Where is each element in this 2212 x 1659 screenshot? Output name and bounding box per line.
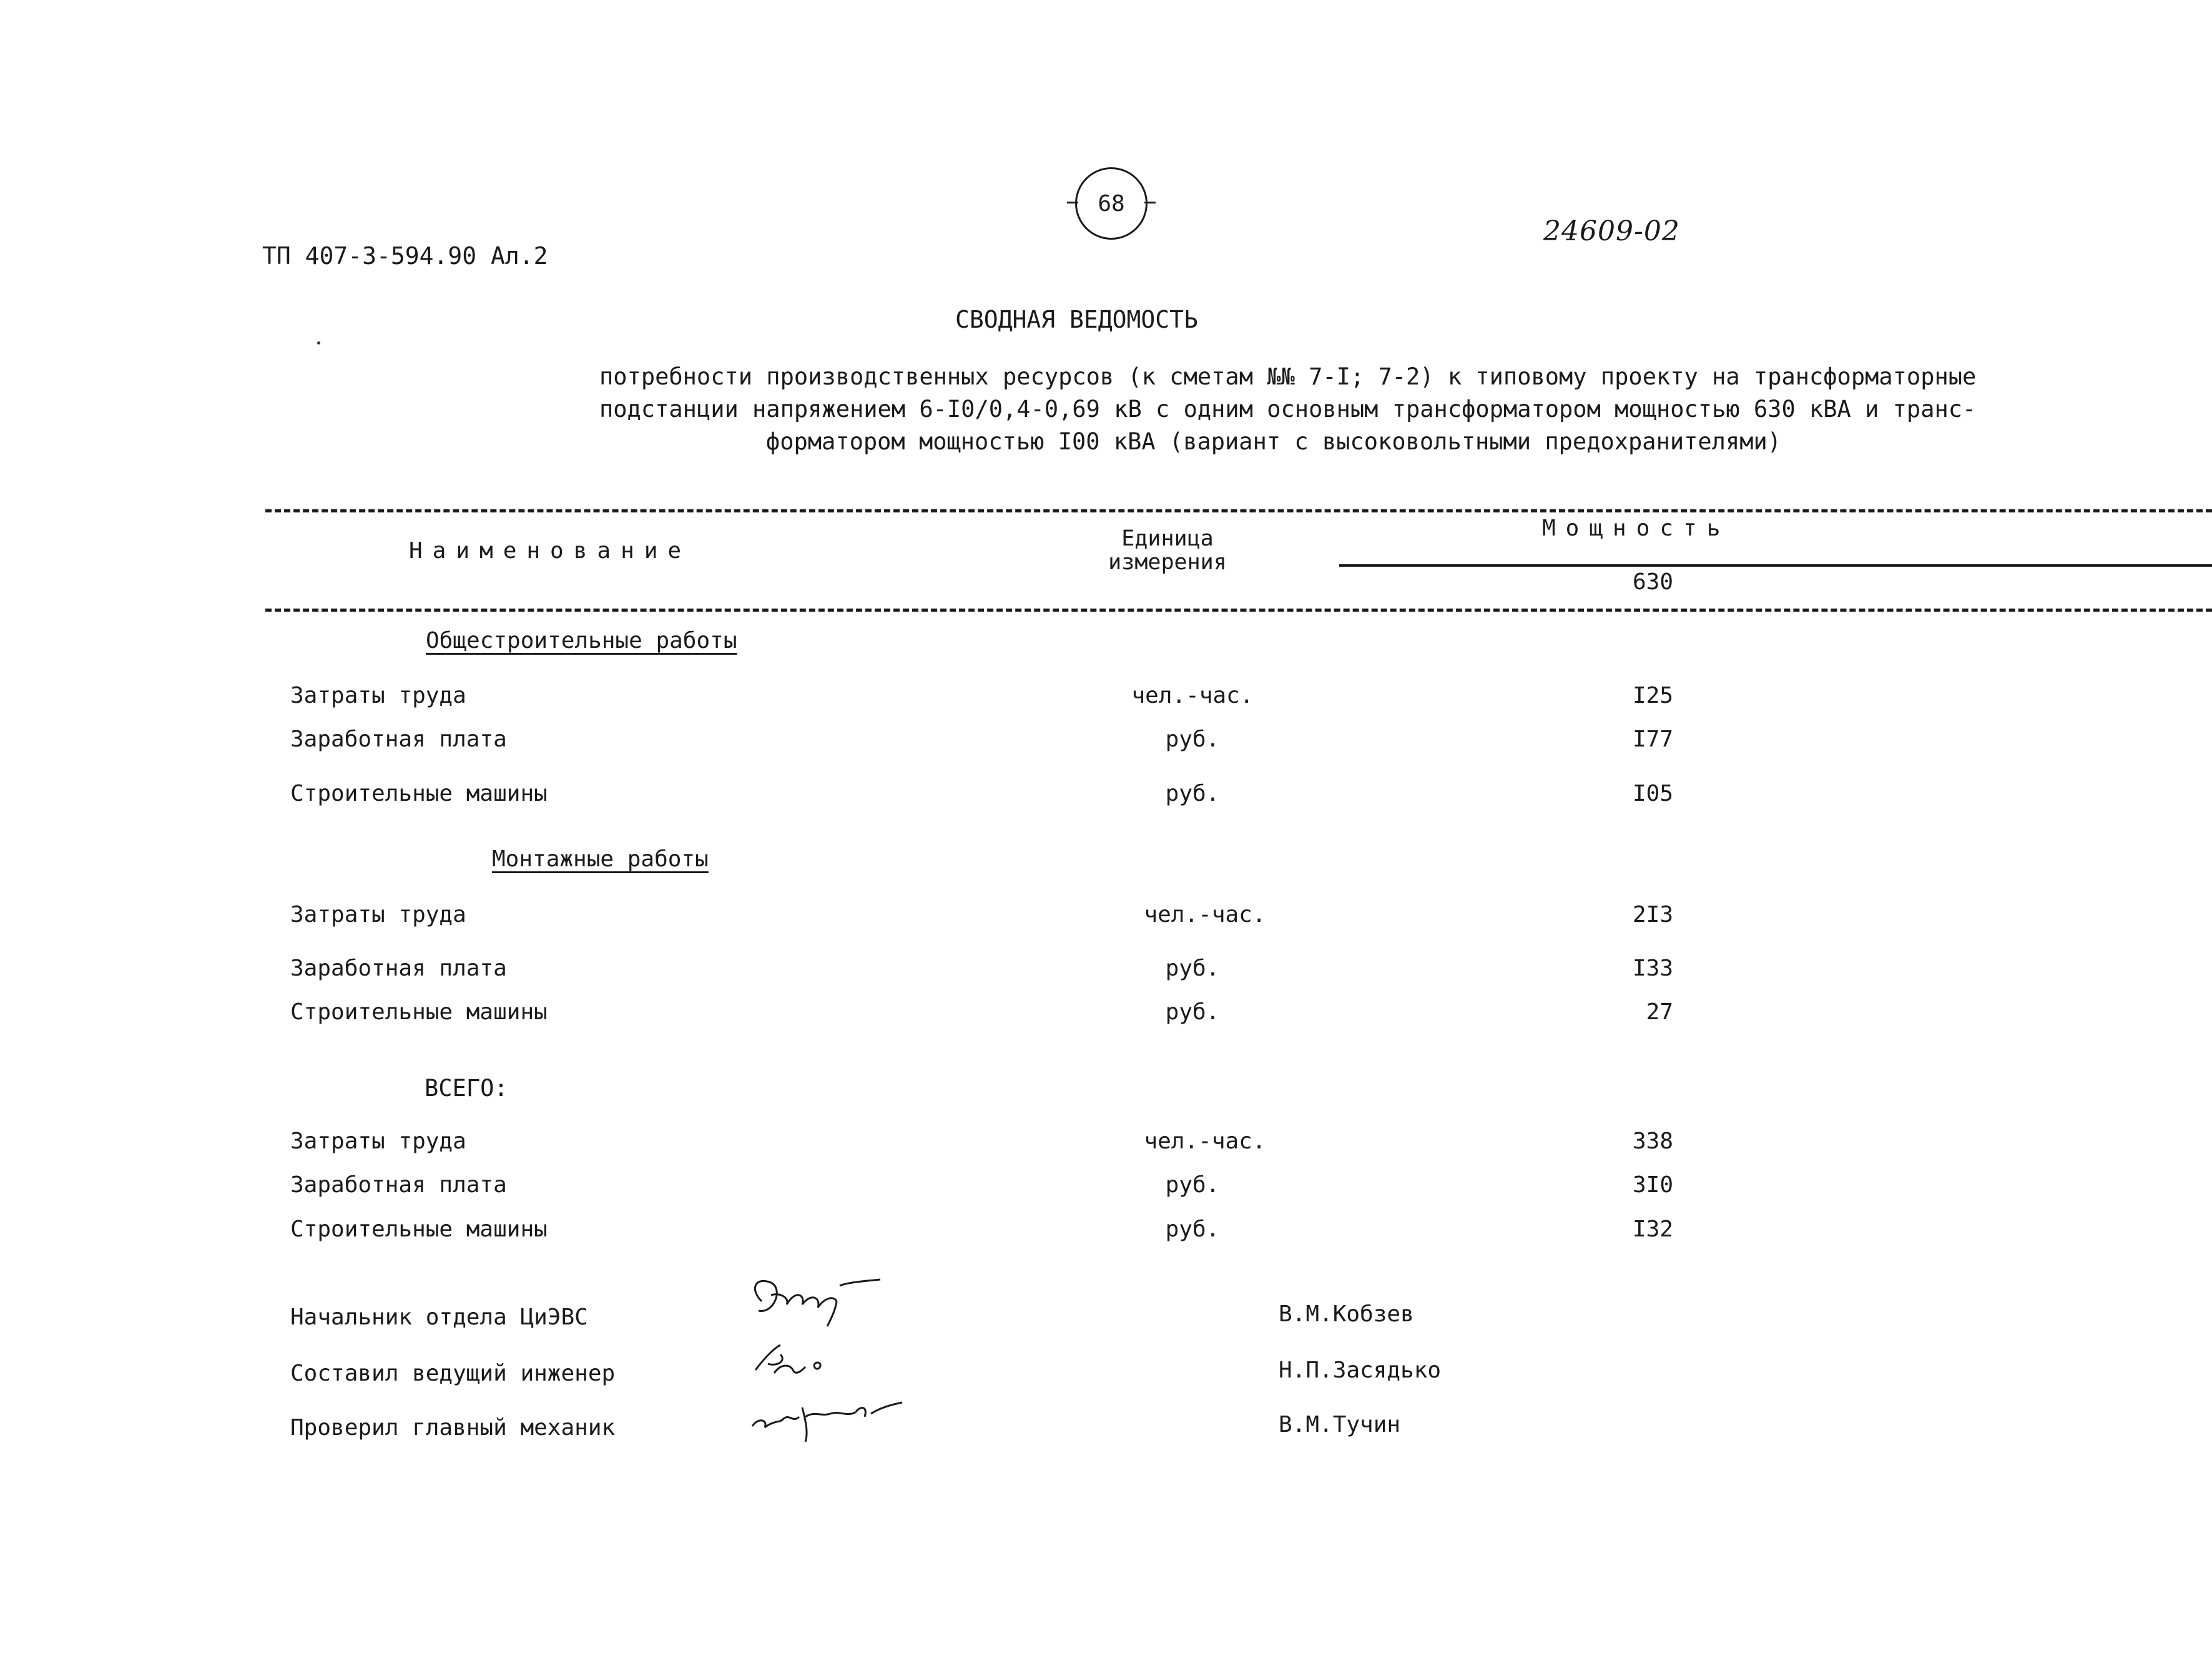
table-row-unit: чел.-час. — [1131, 683, 1254, 708]
table-row-unit: руб. — [1165, 999, 1220, 1025]
table-top-rule — [265, 509, 2212, 512]
handwritten-signature — [743, 1336, 843, 1386]
signature-person: В.М.Тучин — [1279, 1412, 1401, 1437]
table-row-value: I77 — [1632, 727, 1673, 752]
table-row-value: I25 — [1632, 683, 1673, 708]
table-row-name: Строительные машины — [290, 1216, 548, 1242]
table-row-name: Строительные машины — [290, 999, 548, 1025]
document-code: ТП 407-3-594.90 Ал.2 — [262, 242, 548, 270]
signature-role: Проверил главный механик — [290, 1415, 616, 1441]
handwritten-signature — [737, 1270, 893, 1333]
subtitle-line: потребности производственных ресурсов (к сметам №№ 7-I; 7-2) к типовому проекту на трансформаторные — [599, 363, 1977, 390]
signature-person: Н.П.Засядько — [1279, 1358, 1442, 1383]
table-row-name: Затраты труда — [290, 1128, 466, 1154]
table-row-name: Строительные машины — [290, 781, 548, 806]
table-row-unit: руб. — [1165, 1172, 1220, 1198]
signature-role: Начальник отдела ЦиЭВС — [290, 1304, 588, 1330]
table-row-name: Заработная плата — [290, 727, 507, 752]
inventory-number: 24609-02 — [1543, 215, 1680, 247]
column-header-unit: Единица измерения — [1108, 526, 1227, 575]
subtitle-line: форматором мощностью I00 кВА (вариант с высоковольтными предохранителями) — [765, 428, 1782, 455]
table-row-name: Затраты труда — [290, 683, 466, 708]
table-row-unit: руб. — [1165, 956, 1220, 981]
handwritten-signature — [746, 1389, 908, 1445]
ink-speck — [317, 341, 320, 345]
section-title-total: ВСЕГО: — [425, 1075, 508, 1102]
table-row-unit: руб. — [1165, 1216, 1220, 1242]
page-number — [1075, 167, 1148, 240]
table-row-name: Заработная плата — [290, 1172, 507, 1198]
column-header-power: Мощность — [1542, 516, 1731, 541]
document-title: СВОДНАЯ ВЕДОМОСТЬ — [955, 306, 1198, 333]
section-title-general-construction: Общестроительные работы — [426, 628, 737, 653]
section-title-installation: Монтажные работы — [492, 846, 709, 872]
table-row-value: I33 — [1632, 956, 1673, 981]
table-row-value: I05 — [1632, 781, 1673, 806]
signature-person: В.М.Кобзев — [1279, 1301, 1414, 1327]
table-row-value: 338 — [1632, 1128, 1673, 1154]
table-row-unit: чел.-час. — [1144, 1128, 1266, 1154]
table-row-value: 27 — [1646, 999, 1673, 1025]
signature-role: Составил ведущий инженер — [290, 1361, 616, 1386]
table-row-unit: руб. — [1165, 727, 1220, 752]
table-row-unit: руб. — [1165, 781, 1220, 806]
table-row-name: Заработная плата — [290, 956, 507, 981]
table-row-name: Затраты труда — [290, 902, 466, 927]
table-row-value: I32 — [1632, 1216, 1673, 1242]
subtitle-line: подстанции напряжением 6-I0/0,4-0,69 кВ с одним основным трансформатором мощностью 630 кВА и транс- — [599, 396, 1977, 423]
table-row-value: 2I3 — [1632, 902, 1673, 927]
column-header-name: Наименование — [409, 538, 692, 564]
power-header-rule — [1339, 564, 2212, 567]
table-header-bottom-rule — [265, 609, 2212, 612]
column-header-power-value: 630 — [1633, 569, 1674, 595]
table-row-value: 3I0 — [1632, 1172, 1673, 1198]
page-number-text: 68 — [1098, 190, 1125, 217]
document-subtitle — [599, 361, 1977, 458]
table-row-unit: чел.-час. — [1144, 902, 1266, 927]
